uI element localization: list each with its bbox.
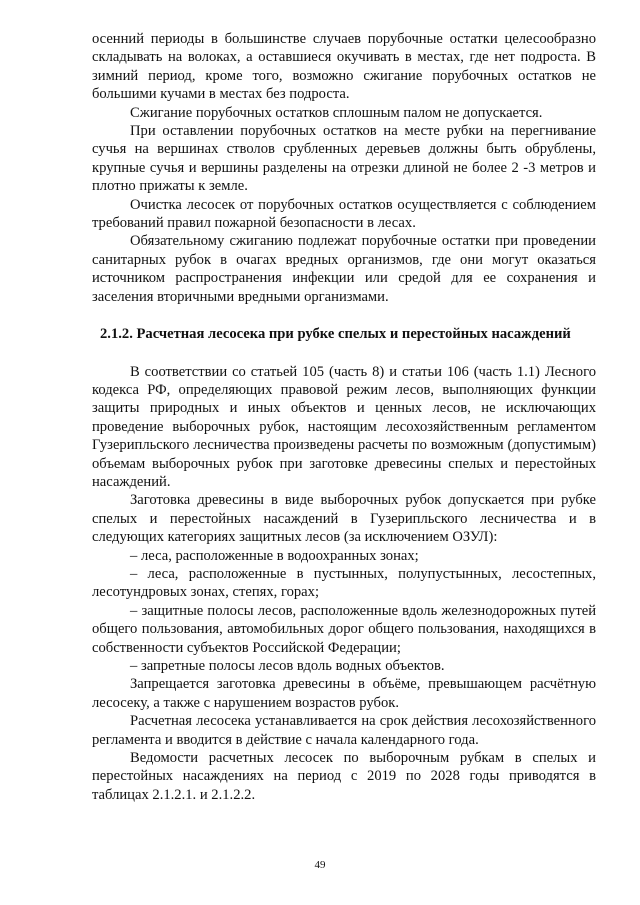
paragraph: При оставлении порубочных остатков на месте рубки на перегнивание сучья на вершинах стволов срубленных деревьев должны быть обрублены, крупные сучья и вершины разделены на отрезки длиной не более 2 -3 метров и плотно прижаты к земле. <box>92 123 596 195</box>
paragraph: осенний периоды в большинстве случаев порубочные остатки целесообразно складывать на волоках, а оставшиеся окучивать в местах, где нет подроста. В зимний период, кроме того, возможно сжигание порубочных остатков не большими кучами в местах без подроста. <box>92 31 596 103</box>
paragraph: Расчетная лесосека устанавливается на срок действия лесохозяйственного регламента и вводится в действие с начала календарного года. <box>92 713 596 748</box>
list-item: – леса, расположенные в водоохранных зонах; <box>130 547 419 564</box>
paragraph: В соответствии со статьей 105 (часть 8) и статьи 106 (часть 1.1) Лесного кодекса РФ, определяющих правовой режим лесов, выполняющих функции защиты природных и иных объектов и ценных лесов, не исключающих проведение выборочных рубок, настоящим лесохозяйственным регламентом Гузерипльского лесничества произведены расчеты по возможным (допустимым) объемам выборочных рубок при заготовке древесины спелых и перестойных насаждений. <box>92 363 596 490</box>
list-item: – леса, расположенные в пустынных, полупустынных, лесостепных, лесотундровых зонах, степях, горах; <box>92 565 596 601</box>
page-number: 49 <box>314 859 326 871</box>
paragraph: Сжигание порубочных остатков сплошным палом не допускается. <box>130 104 543 121</box>
paragraph: Заготовка древесины в виде выборочных рубок допускается при рубке спелых и перестойных насаждений в Гузерипльского лесничества и в следующих категориях защитных лесов (за исключением ОЗУЛ): <box>92 492 596 546</box>
paragraph: Запрещается заготовка древесины в объёме, превышающем расчётную лесосеку, а также с нарушением возрастов рубок. <box>92 676 596 711</box>
list-item: – запретные полосы лесов вдоль водных объектов. <box>130 658 445 674</box>
section-heading: 2.1.2. Расчетная лесосека при рубке спелых и перестойных насаждений <box>100 326 571 343</box>
list-item: – защитные полосы лесов, расположенные вдоль железнодорожных путей общего пользования, автомобильных дорог общего пользования, находящихся в собственности субъектов Российской Федерации; <box>92 602 596 656</box>
paragraph: Очистка лесосек от порубочных остатков осуществляется с соблюдением требований правил пожарной безопасности в лесах. <box>92 196 596 232</box>
paragraph: Ведомости расчетных лесосек по выборочным рубкам в спелых и перестойных насаждениях на период с 2019 по 2028 годы приводятся в таблицах 2.1.2.1. и 2.1.2.2. <box>92 750 596 803</box>
paragraph: Обязательному сжиганию подлежат порубочные остатки при проведении санитарных рубок в очагах вредных организмов, где они могут оказаться источником распространения инфекции или средой для ее сохранения и заселения вторичными вредными организмами. <box>92 233 596 305</box>
page-content <box>92 30 596 804</box>
